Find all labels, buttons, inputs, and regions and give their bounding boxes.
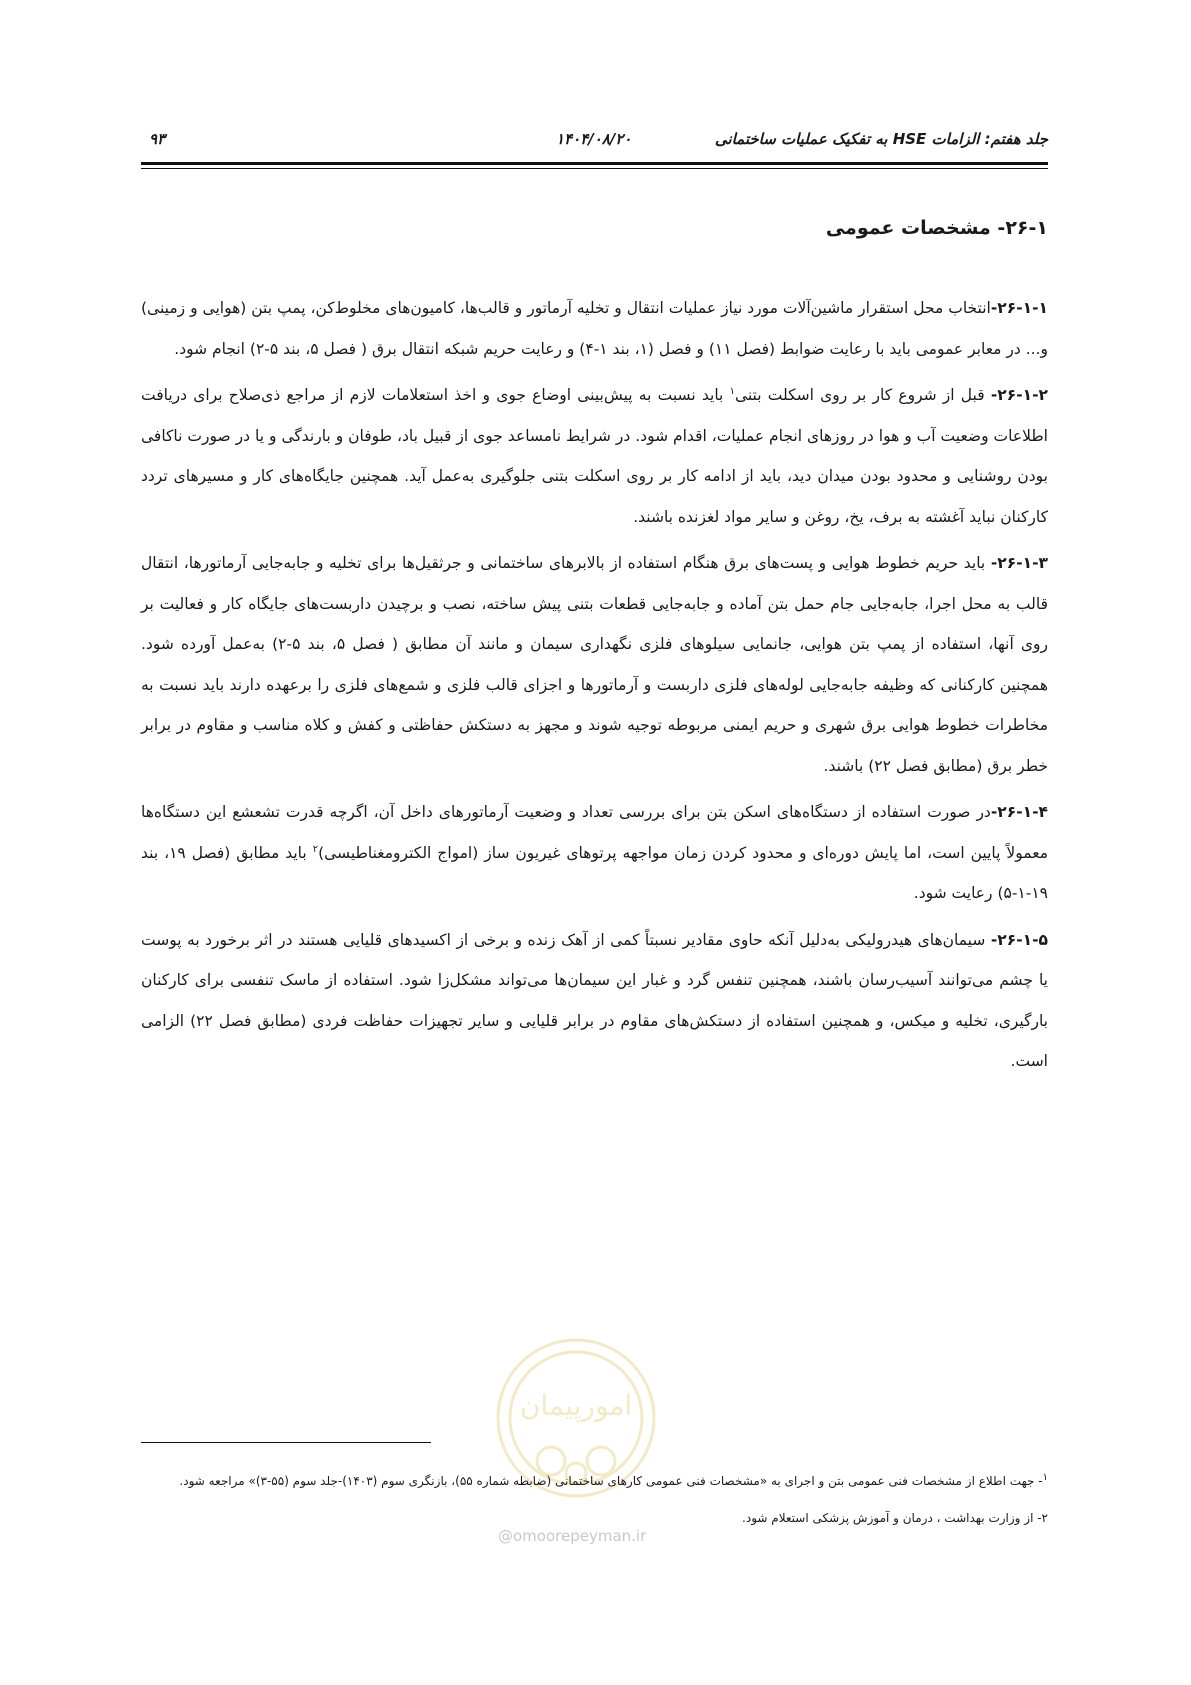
page-number: ۹۳ bbox=[149, 130, 166, 148]
header-rule-thick bbox=[141, 162, 1048, 165]
footnote-1 bbox=[141, 1468, 1048, 1495]
footnote-rule bbox=[141, 1442, 431, 1443]
paragraph-text: باید حریم خطوط هوایی و پست‌های برق هنگام استفاده از بالابرهای ساختمانی و جرثقیل‌ها برای تخلیه و جابه‌جایی آرماتورها، انتقال قالب به محل اجرا، جابه‌جایی جام حمل بتن آماده و جابه‌جایی قطعات بتنی پیش ساخته، نصب و برچیدن داربست‌های جایگاه کار و فعالیت بر روی آنها، استفاده از پمپ بتن هوایی، جانمایی سیلوهای فلزی نگهداری سیمان و مانند آن مطابق ( فصل ۵، بند ۵-۲) به‌عمل آورده شود. همچنین کارکنانی که وظیفه جابه‌جایی لوله‌های فلزی داربست و آرماتورها و اجزای قالب فلزی و شمع‌های فلزی را برعهده دارند باید نسبت به مخاطرات خطوط هوایی برق شهری و حریم ایمنی مربوطه توجیه شوند و مجهز به دستکش حفاظتی و کفش و کلاه مناسب و مقاوم در برابر خطر برق (مطابق فصل ۲۲) باشند. bbox=[141, 554, 1049, 775]
paragraph-text: قبل از شروع کار بر روی اسکلت بتنی bbox=[734, 386, 991, 404]
paragraph-text-cont: باید مطابق (فصل ۱۹، بند ۱۹-۱-۵) رعایت شود. bbox=[141, 843, 1048, 902]
paragraph-number: ۲۶-۱-۱- bbox=[990, 299, 1048, 317]
footnote-ref-1[interactable]: ۱ bbox=[729, 385, 735, 397]
paragraph-text-cont: باید نسبت به پیش‌بینی اوضاع جوی و اخذ استعلامات لازم از مراجع ذی‌صلاح برای دریافت اطلاعات وضعیت آب و هوا در روزهای انجام عملیات، اقدام شود. در شرایط نامساعد جوی از قبیل باد، طوفان و بارندگی و یا در صورت ناکافی بودن روشنایی و محدود بودن میدان دید، باید از ادامه کار بر روی اسکلت بتنی جلوگیری به‌عمل آید. همچنین جایگاه‌های کار و مسیرهای تردد کارکنان نباید آغشته به برف، یخ، روغن و سایر مواد لغزنده باشند. bbox=[141, 386, 1048, 526]
paragraph-number: ۲۶-۱-۲- bbox=[990, 386, 1048, 404]
body-text bbox=[141, 288, 1048, 1088]
footnote-text: ۲- از وزارت بهداشت ، درمان و آموزش پزشکی استعلام شود. bbox=[742, 1511, 1048, 1525]
paragraph-5 bbox=[141, 920, 1048, 1082]
header-date: ۱۴۰۴/۰۸/۲۰ bbox=[556, 130, 632, 148]
header-rule-thin bbox=[141, 168, 1048, 169]
footnote-mark: ۱ bbox=[1042, 1472, 1048, 1483]
page-header bbox=[141, 130, 1048, 154]
paragraph-3 bbox=[141, 543, 1048, 786]
footnote-text: - جهت اطلاع از مشخصات فنی عمومی بتن و اجرای به «مشخصات فنی عمومی کارهای ساختمانی (ضابطه شماره ۵۵)، بازنگری سوم (۱۴۰۳)-جلد سوم (۵۵-۳)» مراجعه شود. bbox=[179, 1474, 1043, 1488]
footnotes bbox=[141, 1468, 1048, 1542]
paragraph-4 bbox=[141, 792, 1048, 914]
paragraph-text: انتخاب محل استقرار ماشین‌آلات مورد نیاز عملیات انتقال و تخلیه آرماتور و قالب‌ها، کامیون‌های مخلوط‌کن، پمپ بتن (هوایی و زمینی) و... در معابر عمومی باید با رعایت ضوابط (فصل ۱۱) و فصل (۱، بند ۱-۴) و رعایت حریم شبکه انتقال برق ( فصل ۵، بند ۵-۲) انجام شود. bbox=[141, 299, 1048, 358]
watermark-url: @omoorepeyman.ir bbox=[498, 1527, 647, 1545]
paragraph-number: ۲۶-۱-۳- bbox=[990, 554, 1048, 572]
section-title: ۲۶-۱- مشخصات عمومی bbox=[825, 217, 1048, 239]
paragraph-text: سیمان‌های هیدرولیکی به‌دلیل آنکه حاوی مقادیر نسبتاً کمی از آهک زنده و برخی از اکسیدهای قلیایی هستند در اثر برخورد به پوست یا چشم می‌توانند آسیب‌رسان باشند، همچنین تنفس گرد و غبار این سیمان‌ها می‌تواند مشکل‌زا شود. استفاده از ماسک تنفسی برای کارکنان بارگیری، تخلیه و میکس، و همچنین استفاده از دستکش‌های مقاوم در برابر قلیایی و سایر تجهیزات حفاظت فردی (مطابق فصل ۲۲) الزامی است. bbox=[141, 930, 1048, 1070]
footnote-ref-2[interactable]: ۲ bbox=[312, 843, 319, 855]
paragraph-number: ۲۶-۱-۵- bbox=[990, 930, 1048, 949]
paragraph-1 bbox=[141, 288, 1048, 369]
header-title: جلد هفتم: الزامات HSE به تفکیک عملیات ساختمانی bbox=[714, 130, 1048, 148]
watermark-logo-text: امورپیمان bbox=[519, 1389, 633, 1422]
paragraph-text: در صورت استفاده از دستگاه‌های اسکن بتن برای بررسی تعداد و وضعیت آرماتورهای داخل آن، اگرچه قدرت تشعشع این دستگاه‌ها معمولاً پایین است، اما پایش دوره‌ای و محدود کردن زمان مواجهه پرتوهای غیریون ساز (امواج الکترومغناطیسی) bbox=[141, 803, 1049, 862]
paragraph-2 bbox=[141, 375, 1048, 537]
footnote-2 bbox=[141, 1505, 1048, 1532]
paragraph-number: ۲۶-۱-۴- bbox=[990, 803, 1048, 821]
